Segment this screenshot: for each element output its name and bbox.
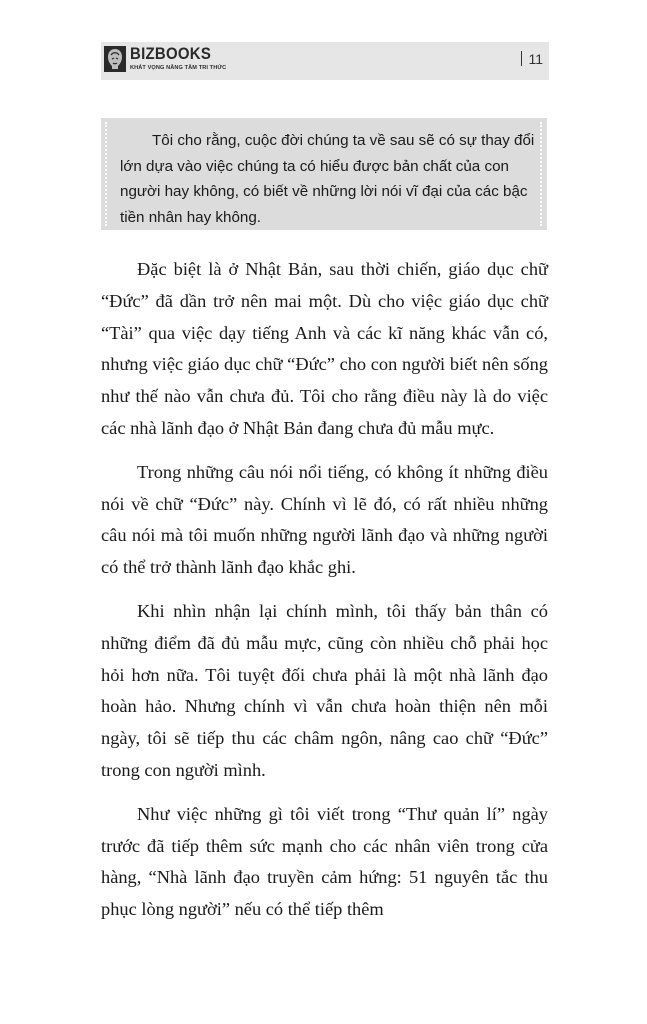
page-number-divider <box>521 51 522 66</box>
paragraph: Như việc những gì tôi viết trong “Thư quản lí” ngày trước đã tiếp thêm sức mạnh cho các nhân viên trong cửa hàng, “Nhà lãnh đạo truyền cảm hứng: 51 nguyên tắc thu phục lòng người” nếu có thể tiếp thêm <box>101 803 548 920</box>
brand-tagline: KHÁT VỌNG NÂNG TẦM TRI THỨC <box>130 65 227 71</box>
body-text <box>101 254 548 938</box>
quote-text: Tôi cho rằng, cuộc đời chúng ta về sau sẽ có sự thay đổi lớn dựa vào việc chúng ta có hiểu được bản chất của con người hay không, có biết về những lời nói vĩ đại của các bậc tiền nhân hay không. <box>120 132 535 226</box>
page-number <box>521 51 543 67</box>
page-number-value: 11 <box>528 51 543 67</box>
lion-head-icon <box>104 46 126 72</box>
quote-box <box>101 118 547 230</box>
paragraph: Đặc biệt là ở Nhật Bản, sau thời chiến, giáo dục chữ “Đức” đã dần trở nên mai một. Dù cho việc giáo dục chữ “Tài” qua việc dạy tiếng Anh và các kĩ năng khác vẫn có, nhưng việc giáo dục chữ “Đức” cho con người biết nên sống như thế nào vẫn chưa đủ. Tôi cho rằng điều này là do việc các nhà lãnh đạo ở Nhật Bản đang chưa đủ mẫu mực. <box>101 259 548 438</box>
brand-name: BIZBOOKS <box>130 44 212 63</box>
stitch-border-left <box>105 122 112 226</box>
stitch-border-right <box>540 122 547 226</box>
page-header <box>101 42 549 80</box>
paragraph: Khi nhìn nhận lại chính mình, tôi thấy bản thân có những điểm đã đủ mẫu mực, cũng còn nhiều chỗ phải học hỏi hơn nữa. Tôi tuyệt đối chưa phải là một nhà lãnh đạo hoàn hảo. Nhưng chính vì vẫn chưa hoàn thiện nên mỗi ngày, tôi sẽ tiếp thu các châm ngôn, nâng cao chữ “Đức” trong con người mình. <box>101 600 548 780</box>
paragraph: Trong những câu nói nổi tiếng, có không ít những điều nói về chữ “Đức” này. Chính vì lẽ đó, có rất nhiều những câu nói mà tôi muốn những người lãnh đạo và những người có thể trở thành lãnh đạo khắc ghi. <box>101 461 548 578</box>
